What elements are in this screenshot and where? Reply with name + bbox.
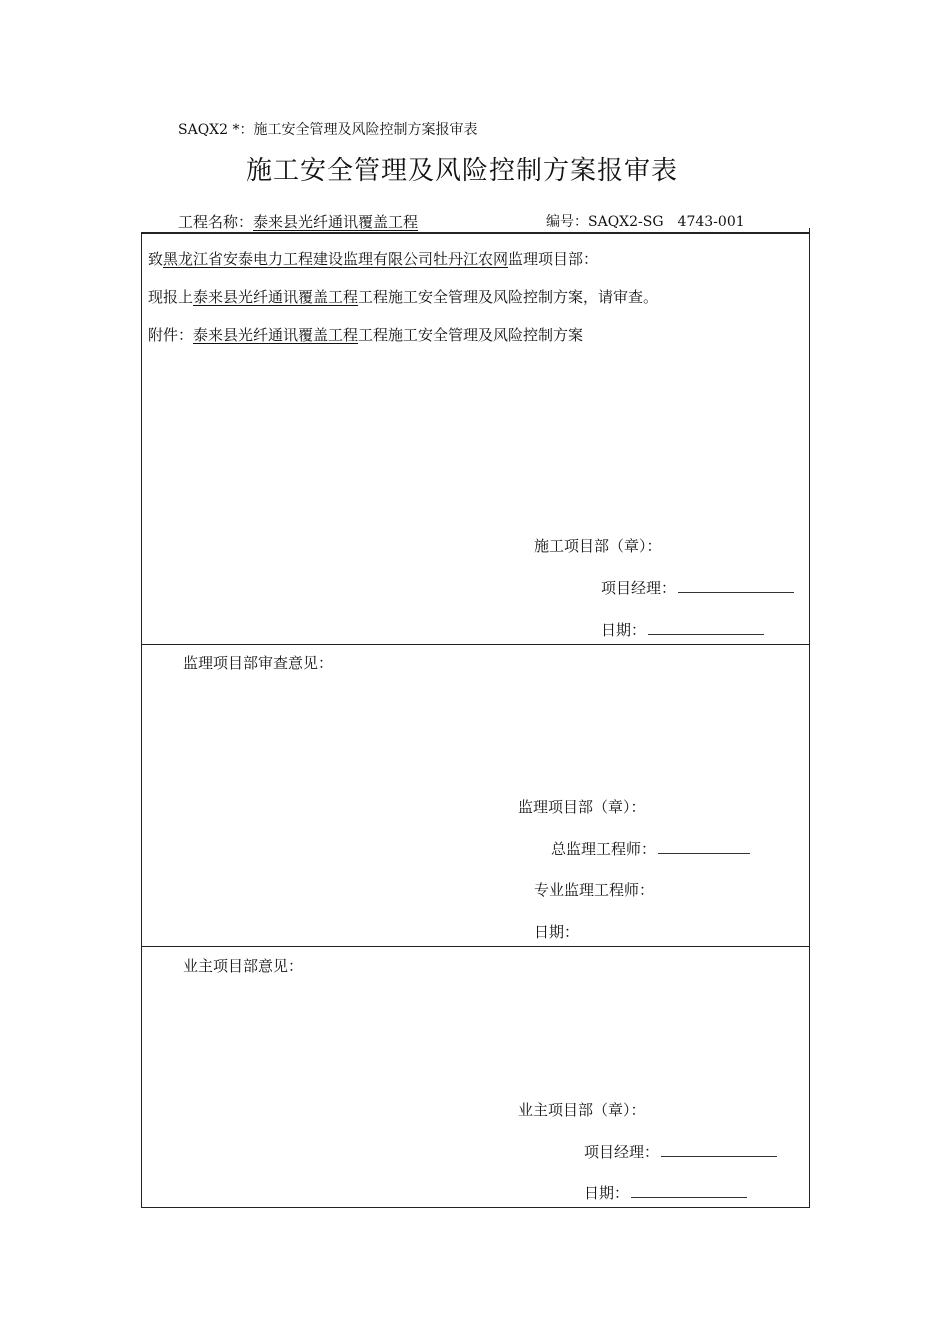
date-blank [631, 1183, 747, 1198]
attachment-project: 泰来县光纤通讯覆盖工程 [193, 326, 359, 344]
document-number-label: 编号： [546, 214, 588, 230]
table-divider-2 [141, 946, 810, 947]
specialist-supervisor-row: 专业监理工程师： [534, 881, 655, 899]
project-name-value: 泰来县光纤通讯覆盖工程 [253, 213, 419, 231]
supervision-date-row: 日期： [534, 923, 580, 941]
supervision-stamp-label: 监理项目部（章）： [518, 798, 646, 816]
addressee-line: 致黑龙江省安泰电力工程建设监理有限公司牡丹江农网监理项目部： [148, 250, 599, 268]
form-code: SAQX2 *：施工安全管理及风险控制方案报审表 [178, 122, 478, 138]
page-title: 施工安全管理及风险控制方案报审表 [246, 156, 679, 186]
construction-stamp-label: 施工项目部（章）： [534, 537, 662, 555]
table-border-bottom [141, 1207, 810, 1208]
owner-manager-row: 项目经理： [584, 1141, 777, 1162]
project-name-label: 工程名称： [178, 213, 254, 231]
report-project: 泰来县光纤通讯覆盖工程 [193, 288, 359, 306]
table-border-left [141, 232, 142, 1208]
date-blank [648, 620, 764, 635]
supervision-opinion-heading: 监理项目部审查意见： [183, 654, 334, 672]
owner-opinion-heading: 业主项目部意见： [183, 957, 304, 975]
owner-date-row: 日期： [584, 1182, 747, 1203]
supervisor-org: 黑龙江省安泰电力工程建设监理有限公司牡丹江农网 [163, 250, 509, 268]
table-divider-1 [141, 644, 810, 645]
signature-blank [661, 1142, 777, 1157]
document-number-row [546, 211, 745, 231]
document-number-value: SAQX2-SG 4743-001 [588, 214, 745, 230]
attachment-line: 附件：泰来县光纤通讯覆盖工程工程施工安全管理及风险控制方案 [148, 326, 584, 344]
construction-manager-row: 项目经理： [601, 577, 794, 598]
report-line: 现报上泰来县光纤通讯覆盖工程工程施工安全管理及风险控制方案，请审查。 [148, 288, 659, 306]
project-name-row [178, 211, 418, 232]
chief-supervisor-row: 总监理工程师： [551, 838, 750, 859]
table-border-top [141, 232, 810, 234]
construction-date-row: 日期： [601, 619, 764, 640]
signature-blank [658, 839, 750, 854]
signature-blank [678, 578, 794, 593]
owner-stamp-label: 业主项目部（章）： [518, 1101, 646, 1119]
table-border-right [809, 228, 810, 1208]
